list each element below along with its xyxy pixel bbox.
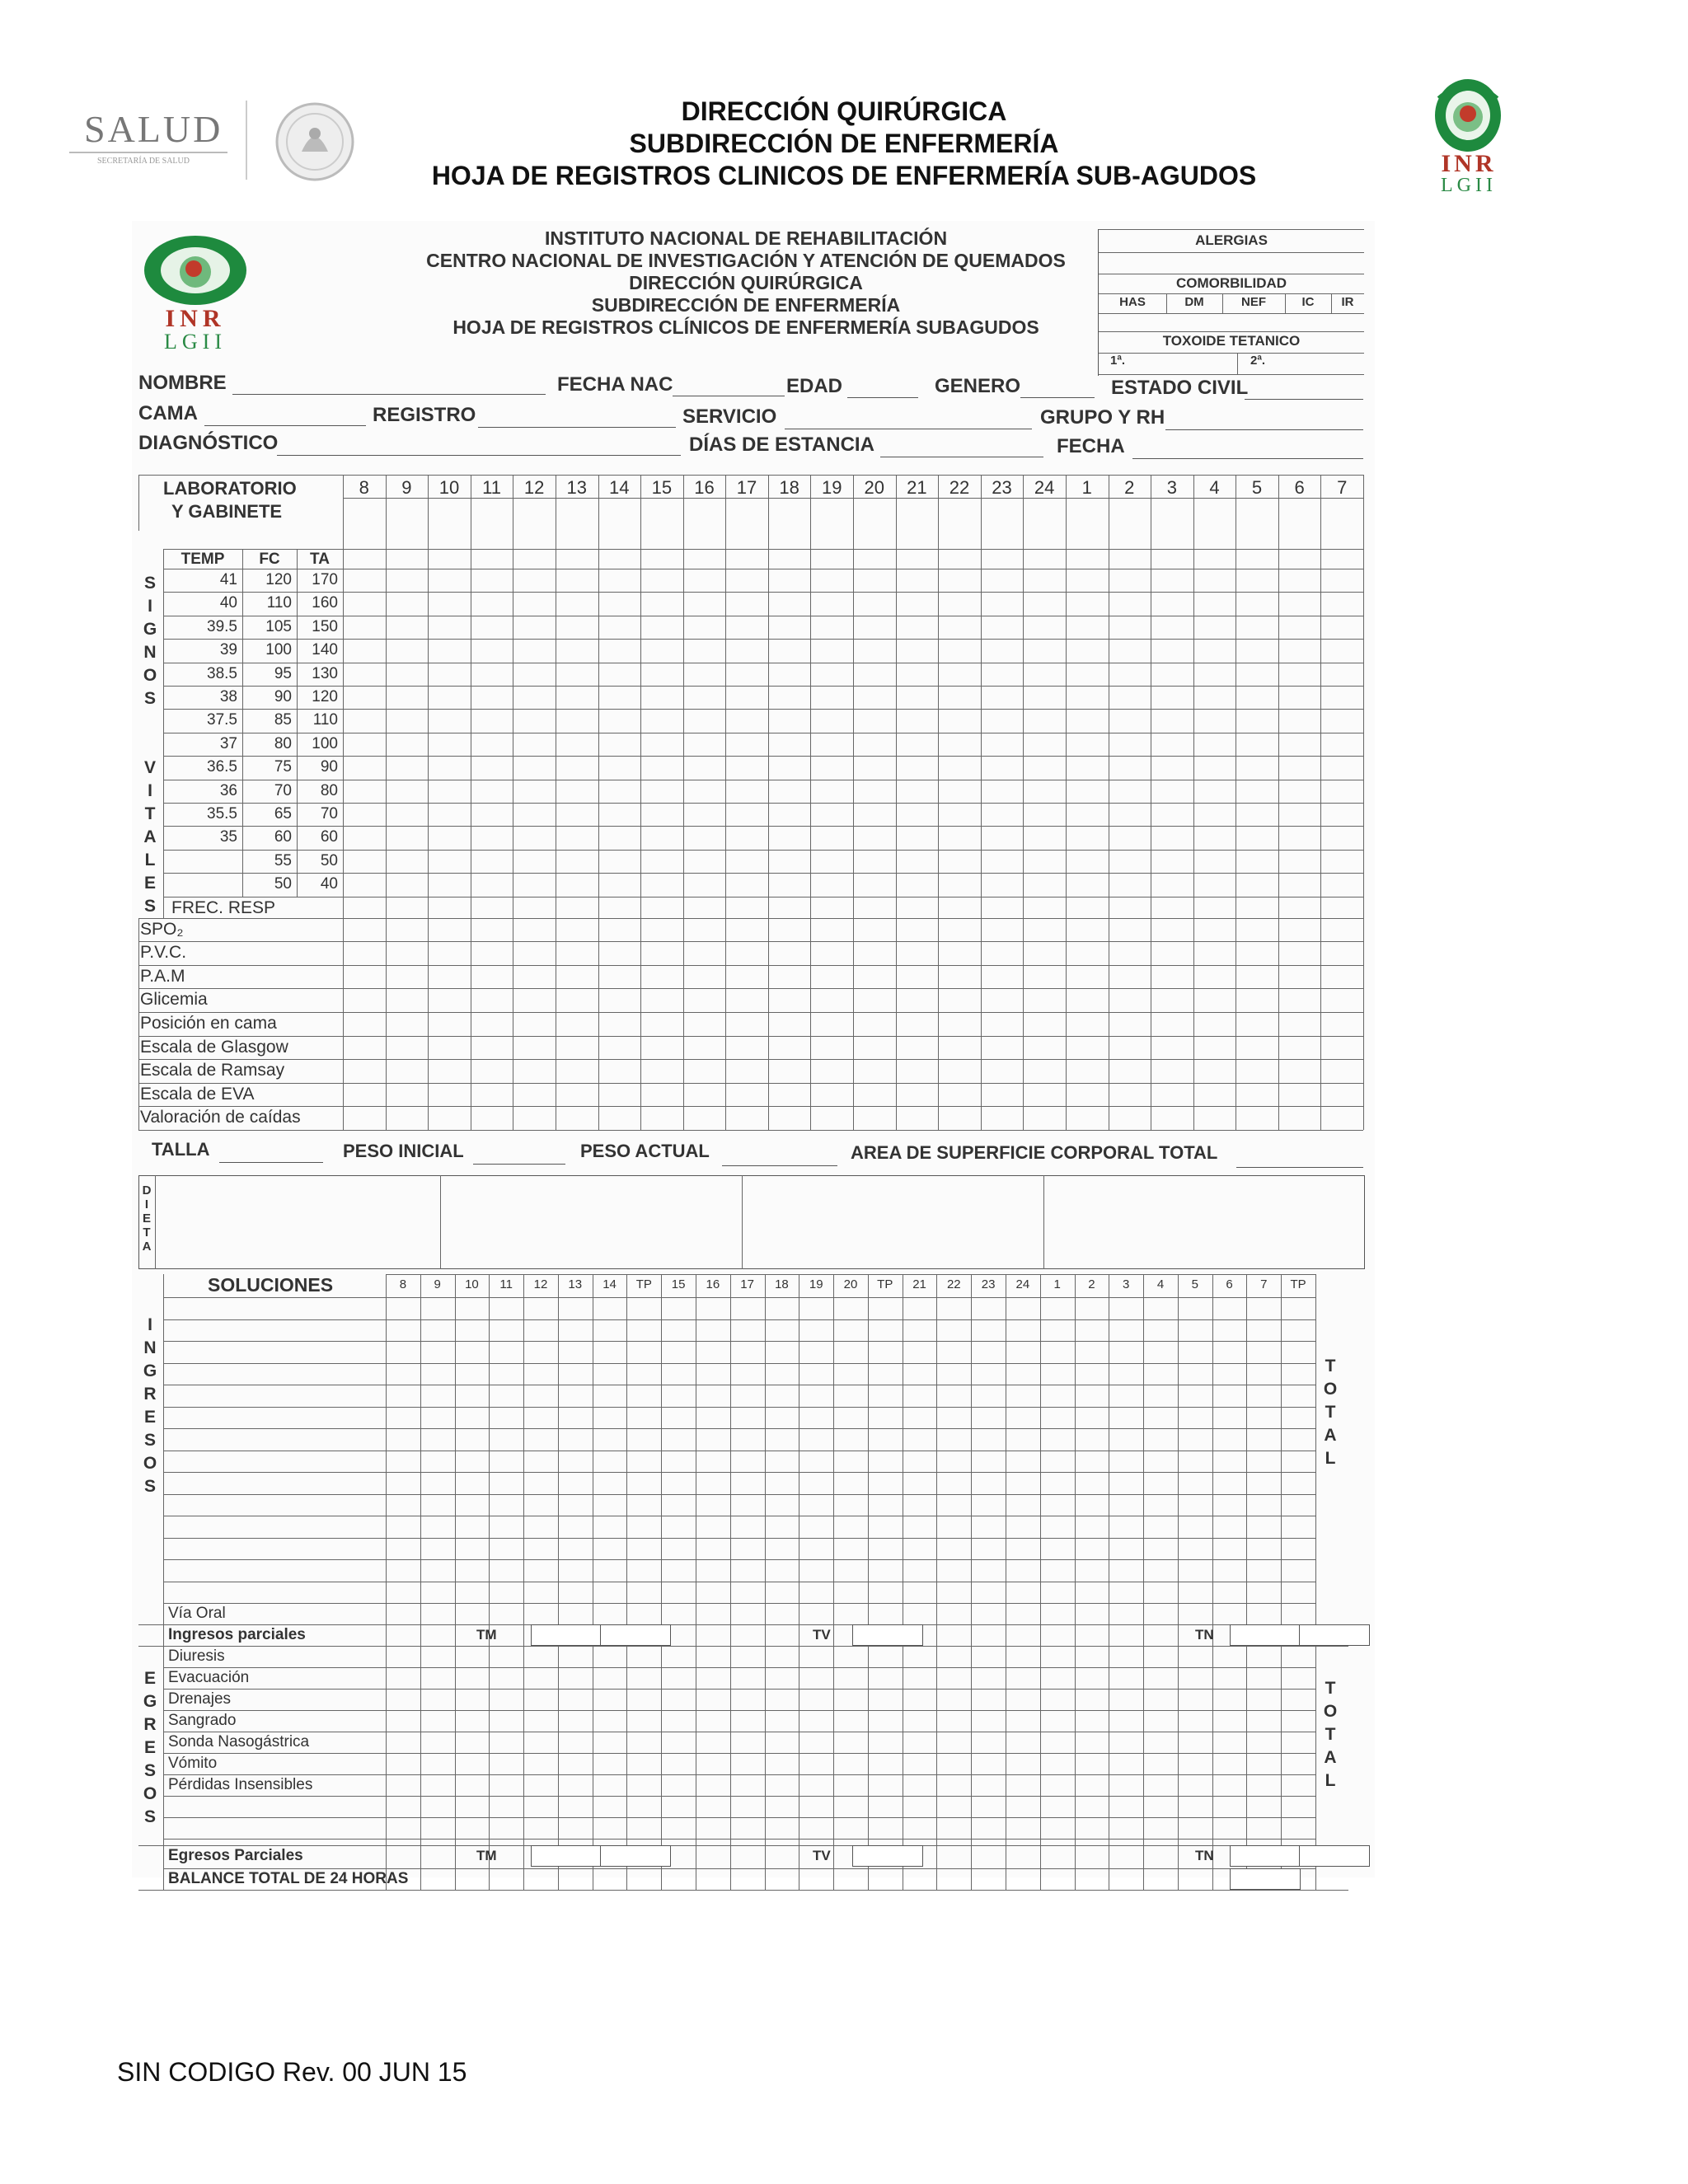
ta-scale-value: 110 <box>312 711 338 729</box>
tetanus-dose-1-label: 1ª. <box>1110 354 1126 368</box>
nursing-record-form <box>132 221 1375 1887</box>
grid-line <box>138 1106 1363 1107</box>
hour-13: 13 <box>566 477 587 498</box>
document-code-footer: SIN CODIGO Rev. 00 JUN 15 <box>117 2057 467 2087</box>
grid-line <box>163 1341 1315 1342</box>
form-logo-text: INR <box>165 305 226 332</box>
vital-row-label: SPO₂ <box>140 919 184 939</box>
hour-1: 1 <box>1081 477 1092 498</box>
fluid-hour-7: 7 <box>1260 1277 1268 1291</box>
grid-line <box>386 1274 1315 1275</box>
vital-row-label: P.A.M <box>140 966 185 986</box>
grid-line <box>163 1363 1315 1364</box>
fecha-input[interactable] <box>1132 458 1363 459</box>
egresos-row-label: Sangrado <box>168 1712 237 1729</box>
genero-input[interactable] <box>1020 397 1095 398</box>
diet-divider <box>742 1175 743 1269</box>
grid-line <box>489 1274 490 1890</box>
servicio-label: SERVICIO <box>682 405 777 428</box>
fluid-hour-19: 19 <box>809 1277 823 1291</box>
grid-line <box>163 1868 1315 1869</box>
grid-line <box>1281 1274 1282 1890</box>
institute-line-1: INSTITUTO NACIONAL DE REHABILITACIÓN <box>544 227 948 249</box>
egresos-row-label: Vómito <box>168 1755 218 1772</box>
fecha-nac-label: FECHA NAC <box>557 373 673 396</box>
fluid-hour-3: 3 <box>1123 1277 1130 1291</box>
cama-label: CAMA <box>138 402 198 424</box>
grid-line <box>163 1817 1315 1818</box>
ta-scale-value: 130 <box>312 664 338 682</box>
grid-line <box>730 1274 731 1890</box>
ta-scale-value: 150 <box>312 617 338 635</box>
comorbidity-nef-label: NEF <box>1241 295 1266 309</box>
grid-line <box>523 1274 524 1890</box>
fc-header: FC <box>259 551 280 568</box>
area-label: AREA DE SUPERFICIE CORPORAL TOTAL <box>851 1142 1218 1163</box>
ingresos-tm-label: TM <box>476 1627 497 1643</box>
grid-line <box>163 1319 1315 1320</box>
grid-line <box>163 549 343 550</box>
grid-line <box>163 1753 1315 1754</box>
frec-resp-label: FREC. RESP <box>171 898 276 917</box>
grid-line <box>1178 1274 1179 1890</box>
grid-line <box>163 1839 1315 1840</box>
registro-label: REGISTRO <box>373 404 476 426</box>
ta-scale-value: 80 <box>320 781 338 799</box>
fluid-hour-5: 5 <box>1191 1277 1198 1291</box>
lab-title: LABORATORIO <box>163 478 297 499</box>
hour-2: 2 <box>1124 477 1135 498</box>
fluid-hour-24: 24 <box>1015 1277 1030 1291</box>
peso-actual-input[interactable] <box>722 1165 837 1166</box>
grid-line <box>455 1274 456 1890</box>
fluid-hour-12: 12 <box>533 1277 548 1291</box>
temp-scale-value: 39.5 <box>207 617 237 635</box>
diet-frame <box>138 1175 1365 1269</box>
vital-row-label: P.V.C. <box>140 943 187 963</box>
fluid-hour-8: 8 <box>399 1277 407 1291</box>
temp-scale-value: 40 <box>219 594 237 612</box>
egresos-row-label: Pérdidas Insensibles <box>168 1776 313 1793</box>
genero-label: GENERO <box>935 375 1021 397</box>
grid-line <box>661 1274 662 1890</box>
lab-title-2: Y GABINETE <box>171 501 283 522</box>
grid-line <box>138 988 1363 989</box>
grid-line <box>163 1428 1315 1429</box>
comorbidity-ic-label: IC <box>1301 295 1315 309</box>
grid-line <box>558 1274 559 1890</box>
grid-line <box>163 1472 1315 1473</box>
hour-3: 3 <box>1166 477 1177 498</box>
dieta-vertical-label: D I E T A <box>142 1183 152 1254</box>
ingresos-tm-box-2[interactable] <box>600 1624 671 1646</box>
grid-line <box>163 709 1363 710</box>
diet-box <box>138 1175 1365 1269</box>
vital-row-label: Escala de Ramsay <box>140 1061 285 1080</box>
salud-logo-subtext: SECRETARÍA DE SALUD <box>97 157 190 166</box>
grid-line <box>138 1890 1348 1891</box>
grid-line <box>163 1297 1315 1298</box>
grupo-rh-input[interactable] <box>1165 429 1363 430</box>
temp-scale-value: 37 <box>219 734 237 752</box>
egresos-row-label: Drenajes <box>168 1690 232 1708</box>
grid-line <box>163 1274 164 1890</box>
fluid-hour-15: 15 <box>671 1277 686 1291</box>
grid-line <box>163 1407 1315 1408</box>
peso-actual-label: PESO ACTUAL <box>580 1141 710 1161</box>
grid-line <box>138 1012 1363 1013</box>
ta-scale-value: 70 <box>320 805 338 823</box>
fc-scale-value: 65 <box>274 805 292 823</box>
grid-line <box>420 1274 421 1890</box>
temp-scale-value: 38 <box>219 688 237 705</box>
form-inr-emblem-icon <box>142 232 249 307</box>
ingresos-tn-box[interactable] <box>1230 1624 1301 1646</box>
fecha-label: FECHA <box>1057 435 1125 457</box>
vital-row-label: Escala de EVA <box>140 1084 255 1104</box>
temp-scale-value: 35 <box>219 828 237 846</box>
egresos-row-label: Evacuación <box>168 1669 250 1686</box>
grid-line <box>1315 1274 1316 1890</box>
grid-line <box>1246 1274 1247 1890</box>
vital-row-label: Escala de Glasgow <box>140 1037 288 1057</box>
hour-12: 12 <box>523 477 545 498</box>
ta-scale-value: 120 <box>312 688 338 705</box>
hour-4: 4 <box>1209 477 1220 498</box>
nombre-input[interactable] <box>232 394 546 395</box>
egresos-tn-label: TN <box>1195 1848 1214 1863</box>
egresos-tv-box[interactable] <box>852 1845 923 1867</box>
signos-vitales-vertical-label: S I G N O S V I T A L E S <box>143 574 157 916</box>
hour-16: 16 <box>694 477 715 498</box>
header-line-3: HOJA DE REGISTROS CLINICOS DE ENFERMERÍA SUB-AGUDOS <box>431 161 1257 190</box>
grid-line <box>138 1036 1363 1037</box>
hour-17: 17 <box>736 477 757 498</box>
fluid-hour-11: 11 <box>499 1277 513 1291</box>
hour-8: 8 <box>359 477 369 498</box>
grid-line <box>138 918 139 1130</box>
dias-estancia-label: DÍAS DE ESTANCIA <box>689 434 874 456</box>
talla-label: TALLA <box>152 1139 210 1160</box>
grid-line <box>138 1646 1348 1647</box>
fluid-hour-TP: TP <box>877 1277 893 1291</box>
grid-line <box>163 1494 1315 1495</box>
temp-scale-value: 36 <box>219 781 237 799</box>
allergies-box <box>1098 229 1364 376</box>
hour-7: 7 <box>1337 477 1348 498</box>
ta-scale-value: 140 <box>312 641 338 659</box>
grid-line <box>163 826 1363 827</box>
egresos-tn-box-2[interactable] <box>1299 1845 1370 1867</box>
ingresos-total-vertical-label: T O T A L <box>1323 1357 1338 1468</box>
grid-line <box>1363 475 1364 1130</box>
edad-label: EDAD <box>786 375 843 397</box>
grid-line <box>386 1274 387 1890</box>
egresos-tm-box[interactable] <box>531 1845 602 1867</box>
fluid-hour-17: 17 <box>740 1277 754 1291</box>
fc-scale-value: 85 <box>274 711 292 729</box>
ingresos-tn-box-2[interactable] <box>1299 1624 1370 1646</box>
hour-14: 14 <box>609 477 630 498</box>
ingresos-parciales-label: Ingresos parciales <box>168 1626 306 1643</box>
egresos-row-label: Sonda Nasogástrica <box>168 1733 310 1750</box>
temp-scale-value: 35.5 <box>207 805 237 823</box>
egresos-tn-box[interactable] <box>1230 1845 1301 1867</box>
grid-line <box>626 1274 627 1890</box>
diagnostico-label: DIAGNÓSTICO <box>138 432 279 454</box>
hour-9: 9 <box>401 477 412 498</box>
hour-5: 5 <box>1251 477 1263 498</box>
tetanus-dose-2-label: 2ª. <box>1250 354 1266 368</box>
allergies-label: ALERGIAS <box>1195 232 1268 248</box>
grid-line <box>1075 1274 1076 1890</box>
cama-input[interactable] <box>204 425 366 426</box>
fluid-hour-23: 23 <box>981 1277 996 1291</box>
fluid-hour-13: 13 <box>568 1277 583 1291</box>
ingresos-vertical-label: I N G R E S O S <box>143 1315 157 1496</box>
egresos-tm-label: TM <box>476 1848 497 1863</box>
fluid-hour-20: 20 <box>843 1277 858 1291</box>
fc-scale-value: 50 <box>274 875 292 893</box>
fc-scale-value: 75 <box>274 758 292 776</box>
grid-line <box>163 639 1363 640</box>
egresos-tm-box-2[interactable] <box>600 1845 671 1867</box>
temp-scale-value: 36.5 <box>207 758 237 776</box>
comorbidity-has-label: HAS <box>1119 295 1146 309</box>
form-logo <box>142 232 249 356</box>
fc-scale-value: 110 <box>266 594 292 612</box>
grid-line <box>163 1559 1315 1560</box>
fluid-hour-1: 1 <box>1053 1277 1061 1291</box>
fluid-hour-TP: TP <box>635 1277 652 1291</box>
ingresos-tn-label: TN <box>1195 1627 1214 1643</box>
area-input[interactable] <box>1236 1167 1363 1168</box>
inr-emblem-icon <box>1431 74 1505 155</box>
tetanus-toxoid-label: TOXOIDE TETANICO <box>1162 333 1301 349</box>
egresos-total-vertical-label: T O T A L <box>1323 1679 1338 1790</box>
institute-line-3: DIRECCIÓN QUIRÚRGICA <box>629 272 863 293</box>
institute-line-4: SUBDIRECCIÓN DE ENFERMERÍA <box>591 294 901 316</box>
grid-line <box>138 918 1363 919</box>
grid-line <box>1212 1274 1213 1890</box>
grid-line <box>1143 1274 1144 1890</box>
grid-line <box>138 965 1363 966</box>
hour-24: 24 <box>1034 477 1055 498</box>
diagnostico-input[interactable] <box>277 455 681 456</box>
fluid-balance-grid <box>138 1274 1375 1887</box>
vital-row-label: Valoración de caídas <box>140 1108 301 1127</box>
grid-line <box>163 897 1363 898</box>
soluciones-header: SOLUCIONES <box>208 1274 334 1296</box>
diet-divider <box>1043 1175 1044 1269</box>
header-line-1: DIRECCIÓN QUIRÚRGICA <box>681 96 1007 126</box>
egresos-row-label: Diuresis <box>168 1647 225 1665</box>
institute-line-5: HOJA DE REGISTROS CLÍNICOS DE ENFERMERÍA SUBAGUDOS <box>452 316 1039 338</box>
grid-line <box>1040 1274 1041 1890</box>
salud-logo-text: SALUD <box>84 108 223 150</box>
fc-scale-value: 80 <box>274 734 292 752</box>
ta-scale-value: 170 <box>312 571 338 588</box>
fc-scale-value: 105 <box>265 617 292 635</box>
fc-scale-value: 70 <box>274 781 292 799</box>
grid-line <box>138 475 139 531</box>
vital-signs-grid <box>138 475 1365 1134</box>
fluid-hour-9: 9 <box>434 1277 441 1291</box>
egresos-vertical-label: E G R E S O S <box>143 1669 157 1826</box>
comorbidity-label: COMORBILIDAD <box>1175 275 1287 291</box>
via-oral-label: Vía Oral <box>168 1605 226 1622</box>
grid-line <box>163 1603 1315 1604</box>
grid-line <box>163 1689 1315 1690</box>
grid-line <box>138 1130 1363 1131</box>
talla-input[interactable] <box>219 1162 323 1163</box>
fluid-hour-18: 18 <box>775 1277 789 1291</box>
grid-line <box>163 686 1363 687</box>
grid-line <box>138 1059 1363 1060</box>
ingresos-tm-box[interactable] <box>531 1624 602 1646</box>
peso-inicial-input[interactable] <box>473 1164 565 1165</box>
balance-total-label: BALANCE TOTAL DE 24 HORAS <box>168 1870 409 1887</box>
grid-line <box>163 756 1363 757</box>
fc-scale-value: 90 <box>274 688 292 705</box>
inr-logo <box>1428 74 1510 198</box>
grid-line <box>163 1774 1315 1775</box>
grupo-rh-label: GRUPO Y RH <box>1040 406 1165 429</box>
ta-header: TA <box>310 551 330 568</box>
header-line-2: SUBDIRECCIÓN DE ENFERMERÍA <box>629 129 1059 158</box>
grid-line <box>163 873 1363 874</box>
grid-line <box>138 1845 1348 1846</box>
vital-row-label: Posición en cama <box>140 1014 277 1033</box>
grid-line <box>163 1796 1315 1797</box>
hour-21: 21 <box>907 477 927 498</box>
ingresos-tv-label: TV <box>813 1627 831 1643</box>
diet-divider <box>440 1175 441 1269</box>
comorbidity-dm-label: DM <box>1184 295 1204 309</box>
grid-line <box>163 803 1363 804</box>
grid-line <box>138 475 1363 476</box>
ta-scale-value: 100 <box>312 734 338 752</box>
fluid-hour-2: 2 <box>1088 1277 1095 1291</box>
grid-line <box>163 1538 1315 1539</box>
grid-line <box>936 1274 937 1890</box>
fluid-hour-4: 4 <box>1156 1277 1165 1291</box>
edad-input[interactable] <box>847 397 918 398</box>
fc-scale-value: 55 <box>274 851 292 869</box>
grid-line <box>765 1274 766 1890</box>
ta-scale-value: 40 <box>320 875 338 893</box>
ta-scale-value: 60 <box>320 828 338 846</box>
inr-logo-text: INR <box>1441 150 1497 177</box>
hour-20: 20 <box>864 477 885 498</box>
fluid-hour-10: 10 <box>465 1277 479 1291</box>
fc-scale-value: 120 <box>265 571 292 588</box>
grid-line <box>868 1274 869 1890</box>
comorbidity-row <box>1099 293 1364 313</box>
institute-header <box>408 227 1084 339</box>
form-logo-subtext: LGII <box>164 330 227 354</box>
hour-15: 15 <box>651 477 673 498</box>
fluid-hour-21: 21 <box>912 1277 926 1291</box>
grid-line <box>138 1624 1348 1625</box>
fluid-hour-6: 6 <box>1226 1277 1233 1291</box>
fc-scale-value: 100 <box>265 641 292 659</box>
temp-scale-value: 38.5 <box>207 664 237 682</box>
fluid-hour-TP: TP <box>1290 1277 1306 1291</box>
ingresos-tv-box[interactable] <box>852 1624 923 1646</box>
fluid-hour-16: 16 <box>706 1277 720 1291</box>
grid-line <box>163 592 1363 593</box>
fc-scale-value: 60 <box>274 828 292 846</box>
hour-6: 6 <box>1294 477 1305 498</box>
peso-inicial-label: PESO INICIAL <box>343 1141 464 1161</box>
grid-line <box>138 941 1363 942</box>
institute-line-2: CENTRO NACIONAL DE INVESTIGACIÓN Y ATENCIÓN DE QUEMADOS <box>426 250 1066 271</box>
temp-scale-value: 39 <box>219 641 237 659</box>
fluid-hour-14: 14 <box>603 1277 617 1291</box>
nombre-label: NOMBRE <box>138 372 227 394</box>
estado-civil-label: ESTADO CIVIL <box>1111 377 1249 399</box>
ta-scale-value: 90 <box>320 758 338 776</box>
inr-logo-subtext: LGII <box>1441 175 1497 196</box>
grid-line <box>833 1274 834 1890</box>
fc-scale-value: 95 <box>274 664 292 682</box>
grid-line <box>138 1083 1363 1084</box>
balance-total-box[interactable] <box>1230 1868 1301 1890</box>
registro-input[interactable] <box>478 427 676 428</box>
hour-22: 22 <box>949 477 970 498</box>
hour-18: 18 <box>779 477 799 498</box>
comorbidity-ir-label: IR <box>1341 295 1354 309</box>
ta-scale-value: 160 <box>312 594 338 612</box>
grid-line <box>163 1710 1315 1711</box>
hour-10: 10 <box>438 477 460 498</box>
ta-scale-value: 50 <box>320 851 338 869</box>
temp-scale-value: 41 <box>219 571 237 588</box>
fluid-hour-22: 22 <box>946 1277 961 1291</box>
egresos-parciales-label: Egresos Parciales <box>168 1847 303 1864</box>
grid-line <box>163 850 1363 851</box>
estado-civil-input[interactable] <box>1245 399 1363 400</box>
grid-line <box>343 549 1363 550</box>
hour-19: 19 <box>821 477 842 498</box>
hour-23: 23 <box>992 477 1012 498</box>
grid-line <box>163 1667 1315 1668</box>
temp-scale-value: 37.5 <box>207 711 237 729</box>
diet-divider <box>155 1175 156 1269</box>
temp-header: TEMP <box>181 551 225 568</box>
vital-row-label: Glicemia <box>140 990 208 1010</box>
grid-line <box>971 1274 972 1890</box>
hour-11: 11 <box>482 477 501 498</box>
egresos-tv-label: TV <box>813 1848 831 1863</box>
